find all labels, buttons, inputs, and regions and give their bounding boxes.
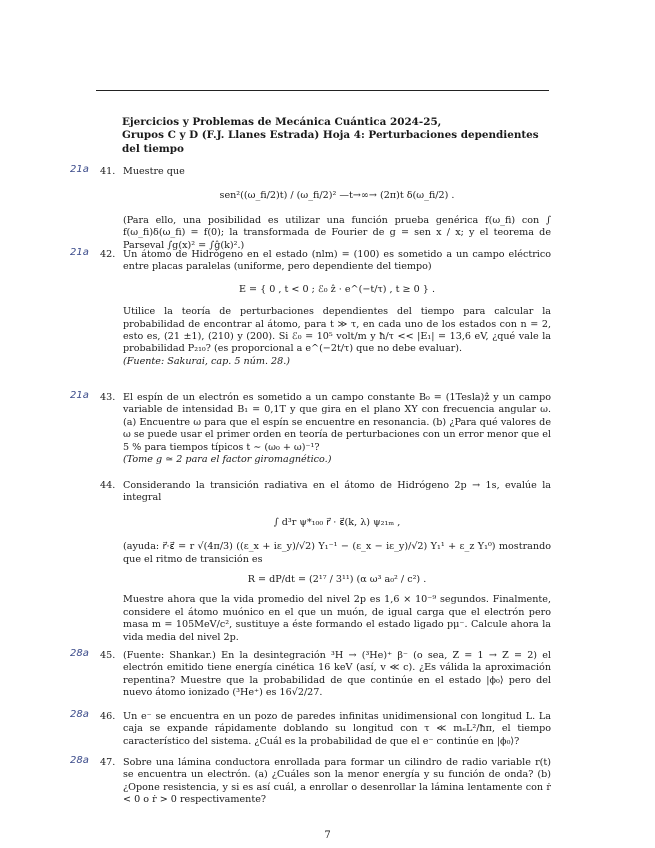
equation: ∫ d³r ψ*₁₀₀ r⃗ · ε⃗(k, λ) ψ₂₁ₘ , bbox=[273, 516, 401, 528]
handwritten-mark: 28a bbox=[70, 709, 89, 720]
exercise-number: 44. bbox=[100, 480, 116, 491]
exercise-text: El espín de un electrón es sometido a un campo constante B₀ = (1Tesla)ẑ y un campo variable de intensidad B₁ = 0,1T y que gira en el plano XY con frecuencia angular ω. (a) Encuentre ω para que el espín se encuentre en resonancia. (b) ¿Para qué valores de ω se puede usar el primer orden en teoría de perturbaciones con un error menor que el 5 % para tiempos típicos t ∼ (ω₀ + ω)⁻¹? bbox=[123, 392, 551, 453]
handwritten-mark: 21a bbox=[70, 164, 89, 175]
exercise-source: (Tome g ≃ 2 para el factor giromagnético.) bbox=[123, 454, 332, 466]
exercise-text: Un e⁻ se encuentra en un pozo de paredes infinitas unidimensional con longitud L. La caja se expande rápidamente doblando su longitud con τ ≪ mₑL²/ħπ, el tiempo característico del sistema. ¿Cuál es la probabilidad de que el e⁻ continúe en |ϕ₀⟩? bbox=[123, 711, 551, 747]
handwritten-mark: 28a bbox=[70, 755, 89, 766]
exercise-source: (Fuente: Sakurai, cap. 5 núm. 28.) bbox=[123, 355, 291, 367]
handwritten-mark: 28a bbox=[70, 648, 89, 659]
exercise-number: 42. bbox=[100, 249, 116, 260]
equation: E = { 0 , t < 0 ; ℰ₀ ẑ · e^(−t/τ) , t ≥ 0 } . bbox=[238, 283, 436, 295]
header-line-1: Ejercicios y Problemas de Mecánica Cuántica 2024-25, bbox=[122, 116, 442, 128]
exercise-text: (Fuente: Shankar.) En la desintegración ³H → (³He)⁺ β⁻ (o sea, Z = 1 → Z = 2) el electrón emitido tiene energía cinética 16 keV (así, v ≪ c). ¿Es válida la aproximación repentina? Muestre que la probabilidad de que continúe en el estado |ϕ₀⟩ pero del nuevo átomo ionizado (³He⁺) es 16√2/27. bbox=[123, 650, 551, 699]
equation: sen²((ω_fi/2)t) / (ω_fi/2)² —t→∞→ (2π)t δ(ω_fi/2) . bbox=[219, 190, 455, 202]
exercise-intro: Muestre que bbox=[123, 166, 185, 177]
document-header bbox=[122, 116, 552, 156]
exercise-text: (Para ello, una posibilidad es utilizar una función prueba genérica f(ω_fi) con ∫ f(ω_fi)δ(ω_fi) = f(0); la transformada de Fourier de g = sen x / x; y el teorema de Parseval ∫g(x)² = ∫ĝ(k)².) bbox=[123, 214, 551, 251]
header-line-2: Grupos C y D (F.J. Llanes Estrada) Hoja 4: Perturbaciones dependientes del tiempo bbox=[122, 129, 539, 155]
exercise-text: Sobre una lámina conductora enrollada para formar un cilindro de radio variable r(t) se encuentra un electrón. (a) ¿Cuáles son la menor energía y su función de onda? (b) ¿Opone resistencia, y si es así cuál, a enrollar o desenrollar la lámina lentamente con ṙ < 0 o ṙ > 0 respectivamente? bbox=[123, 757, 551, 806]
equation-rate: R = dP/dt = (2¹⁷ / 3¹¹) (α ω³ a₀² / c²) . bbox=[247, 574, 427, 586]
handwritten-mark: 21a bbox=[70, 247, 89, 258]
page-number: 7 bbox=[324, 830, 331, 841]
exercise-intro: Considerando la transición radiativa en el átomo de Hidrógeno 2p → 1s, evalúe la integral bbox=[123, 480, 551, 504]
exercise-number: 47. bbox=[100, 757, 116, 768]
exercise-number: 43. bbox=[100, 392, 116, 403]
exercise-text: Utilice la teoría de perturbaciones dependientes del tiempo para calcular la probabilidad de encontrar al átomo, para t ≫ τ, en cada uno de los estados con n = 2, esto es, (21 ±1), (210) y (200). Si ℰ₀ = 10⁵ volt/m y ħ/τ << |E₁| = 13,6 eV, ¿qué vale la probabilidad P₂₁₀? (es proporcional a e^(−2t/τ) que no debe evaluar). bbox=[123, 306, 551, 355]
top-rule bbox=[96, 90, 549, 91]
exercise-text: (ayuda: r⃗·ε⃗ = r √(4π/3) ((ε_x + iε_y)/√2) Y₁⁻¹ − (ε_x − iε_y)/√2) Y₁¹ + ε_z Y₁⁰) mostrando que el ritmo de transición es bbox=[123, 541, 551, 565]
exercise-number: 46. bbox=[100, 711, 116, 722]
exercise-number: 41. bbox=[100, 166, 116, 177]
exercise-intro: Un átomo de Hidrógeno en el estado (nlm) = (100) es sometido a un campo eléctrico entre placas paralelas (uniforme, pero dependiente del tiempo) bbox=[123, 249, 551, 273]
handwritten-mark: 21a bbox=[70, 390, 89, 401]
exercise-text-2: Muestre ahora que la vida promedio del nivel 2p es 1,6 × 10⁻⁹ segundos. Finalmente, considere el átomo muónico en el que un muón, de igual carga que el electrón pero masa m = 105MeV/c², sustituye a éste formando el estado ligado pμ⁻. Calcule ahora la vida media del nivel 2p. bbox=[123, 594, 551, 643]
exercise-number: 45. bbox=[100, 650, 116, 661]
